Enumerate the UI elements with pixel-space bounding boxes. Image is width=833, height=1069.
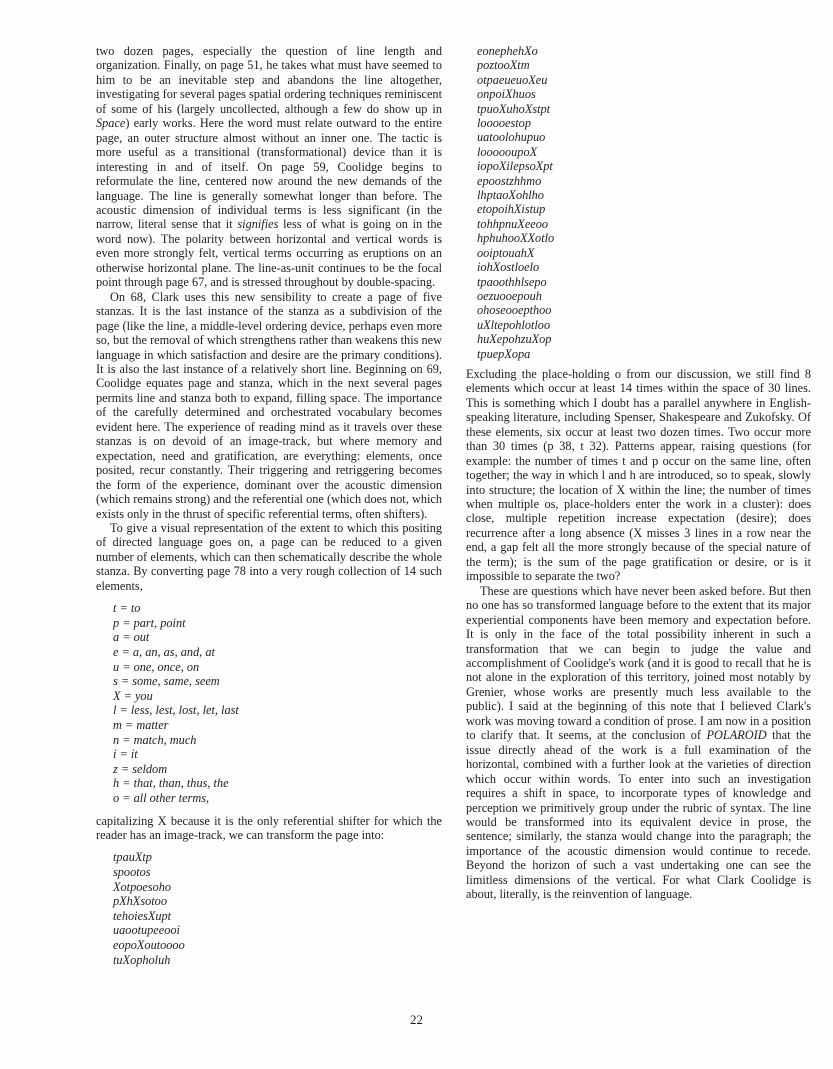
transformed-line: hphuhooXXotlo <box>477 231 555 246</box>
transformed-line: uaootupeeooi <box>113 923 180 938</box>
transformed-line: tpaoothhlsepo <box>477 274 547 289</box>
transformed-line: iopoXilepsoXpt <box>477 159 553 174</box>
transformed-line: tohhpnuXeeoo <box>477 216 549 231</box>
page-number: 22 <box>410 1012 423 1027</box>
right-column <box>466 44 811 902</box>
transformed-line: looooestop <box>477 116 531 131</box>
element-definitions-list <box>96 601 442 805</box>
transformed-line: ooiptouahX <box>477 245 535 260</box>
definition-line: t = to <box>113 601 141 616</box>
definition-line: a = out <box>113 630 150 645</box>
transformed-line: tehoiesXupt <box>113 908 172 923</box>
transformed-line: tpauXtp <box>113 850 152 865</box>
transformed-line: etopoihXistup <box>477 202 546 217</box>
transformed-line: eonephehXo <box>477 44 538 58</box>
paragraph: capitalizing X because it is the only referential shifter for which the reader has an image-track, we can transform the page into: <box>96 813 442 842</box>
transformed-line: loooooupoX <box>477 144 538 159</box>
paragraph: These are questions which have never been asked before. But then no one has so transformed language before to the extent that its major experiential components have been memory and expectation before. It is only in the face of the total possibility inherent in such a transformation that we can begin to judge the value and accomplishment of Coolidge's work (and it is good to recall that he is not alone in the exploration of this territory, joined most notably by Grenier, whose works are presently much less available to the public). I said at the beginning of this note that I believed Clark's work was moving toward a condition of prose. I am now in a position to clarify that. It seems, at the conclusion of POLAROID that the issue directly ahead of the work is a full examination of the horizontal, combined with a further look at the varieties of direction which occur within words. To enter into such an investigation requires a shift in space, to incorporate types of knowledge and perception we primitively group under the rubric of syntax. The line would be transformed into its equivalent device in prose, the sentence; similarly, the stanza would change into the paragraph; the importance of the acoustic dimension would continue to recede. Beyond the horizon of such a vast undertaking one can see the limitless dimensions of the vertical. For what Clark Coolidge is about, literally, is the reinvention of language. <box>466 583 812 902</box>
definition-line: e = a, an, as, and, at <box>113 645 215 659</box>
transformed-line: pXhXsotoo <box>113 894 167 909</box>
paragraph: Excluding the place-holding o from our discussion, we still find 8 elements which occur at least 14 times within the space of 30 lines. This is something which I doubt has a parallel anywhere in English-speaking literature, including Spenser, Shakespeare and Zukofsky. Of these elements, six occur at least two dozen times. Two occur more than 30 times (p 38, t 32). Patterns appear, raising questions (for example: the number of times t and p occur on the same line, often together; the way in which l and h are introduced, so to speak, slowly into structure; the location of X within the line; the number of times when multiple os, place-holders enter the work in a cluster): does close, multiple repetition increase expectation (desire); does recurrence after a long absence (X misses 3 lines in a row near the end, a gap felt all the more strongly because of the special nature of the term); is the sum of the page gratification or desire, or is it impossible to separate the two? <box>466 366 811 584</box>
transformed-line: eopoXoutoooo <box>113 938 185 952</box>
transformed-line: epoostzhhmo <box>477 173 542 188</box>
transformed-line: uatoolohupuo <box>477 130 546 145</box>
transformed-line: oezuooepouh <box>477 288 542 303</box>
transformed-line: poztooXtm <box>477 58 530 73</box>
transformed-line: huXepohzuXop <box>477 332 552 347</box>
definition-line: m = matter <box>113 717 169 732</box>
transformed-line: onpoiXhuos <box>477 87 536 102</box>
paragraph: To give a visual representation of the extent to which this positing of directed language goes on, a page can be reduced to a given number of elements, which can then schematically describe the whole stanza. By converting page 78 into a very rough collection of 14 such elements, <box>96 520 442 593</box>
transformed-line: iohXostloelo <box>477 260 540 275</box>
definition-line: l = less, lest, lost, let, last <box>113 703 239 718</box>
transformed-line: tpuoXuhoXstpt <box>477 101 551 116</box>
transformed-line: ohoseooepthoo <box>477 303 552 318</box>
transformed-line: Xotpoesoho <box>113 879 172 894</box>
paragraph: two dozen pages, especially the question of line length and organization. Finally, on page 51, he takes what must have seemed to him to be an inevitable step and abandons the line altogether, investigating for several pages spatial ordering techniques reminiscent of some of his (largely uncollected, although a few do show up in Space) early works. Here the word must relate outward to the entire page, an outer structure almost without an inner one. The tactic is more useful as a transitional (transformational) device than it is interesting in and of itself. On page 59, Coolidge begins to reformulate the line, centered now around the new demands of the language. The line is generally somewhat longer than before. The acoustic dimension of individual terms is less significant (in the narrow, literal sense that it signifies less of what is going on in the word now). The polarity between horizontal and vertical words is even more strongly felt, vertical terms occurring as eruptions on an otherwise horizontal plane. The line-as-unit continues to be the focal point through page 67, and is stressed throughout by double-spacing. <box>96 44 443 290</box>
definition-line: z = seldom <box>113 761 168 776</box>
transformed-line: tpuepXopa <box>477 346 531 361</box>
definition-line: i = it <box>113 747 138 762</box>
definition-line: X = you <box>113 688 153 703</box>
transformed-line: lhptaoXohlho <box>477 188 544 203</box>
definition-line: u = one, once, on <box>113 659 200 674</box>
definition-line: s = some, same, seem <box>113 674 220 689</box>
transformed-line: spootos <box>113 865 151 880</box>
transformed-line: uXltepohlotloo <box>477 317 551 332</box>
definition-line: o = all other terms, <box>113 790 210 805</box>
definition-line: h = that, than, thus, the <box>113 776 229 791</box>
definition-line: n = match, much <box>113 732 197 747</box>
transformed-line: tuXopholuh <box>113 952 171 967</box>
transformed-lines-list <box>466 44 811 361</box>
transformed-lines-list <box>96 850 442 967</box>
definition-line: p = part, point <box>113 615 186 630</box>
transformed-line: otpaeueuoXeu <box>477 72 548 87</box>
left-column <box>96 44 442 975</box>
paragraph: On 68, Clark uses this new sensibility to create a page of five stanzas. It is the last instance of the stanza as a subdivision of the page (like the line, a middle-level ordering device, perhaps even more so, but the removal of which strengthens rather than weakens this new language in which satisfaction and desire are the primary conditions). It is also the last instance of a relatively short line. Beginning on 69, Coolidge equates page and stanza, which in the next several pages permits line and stanza both to expand, filling space. The importance of the carefully determined and orchestrated vocabulary becomes evident here. The experience of reading mind as it travels over these stanzas is on devoid of an image-track, but where memory and expectation, need and gratification, are everything: elements, once posited, recur constantly. Their triggering and retriggering becomes the form of the experience, dominant over the acoustic dimension (which remains strong) and the referential one (which does not, which exists only in the thrust of specific referential terms, often shifters). <box>96 289 442 521</box>
